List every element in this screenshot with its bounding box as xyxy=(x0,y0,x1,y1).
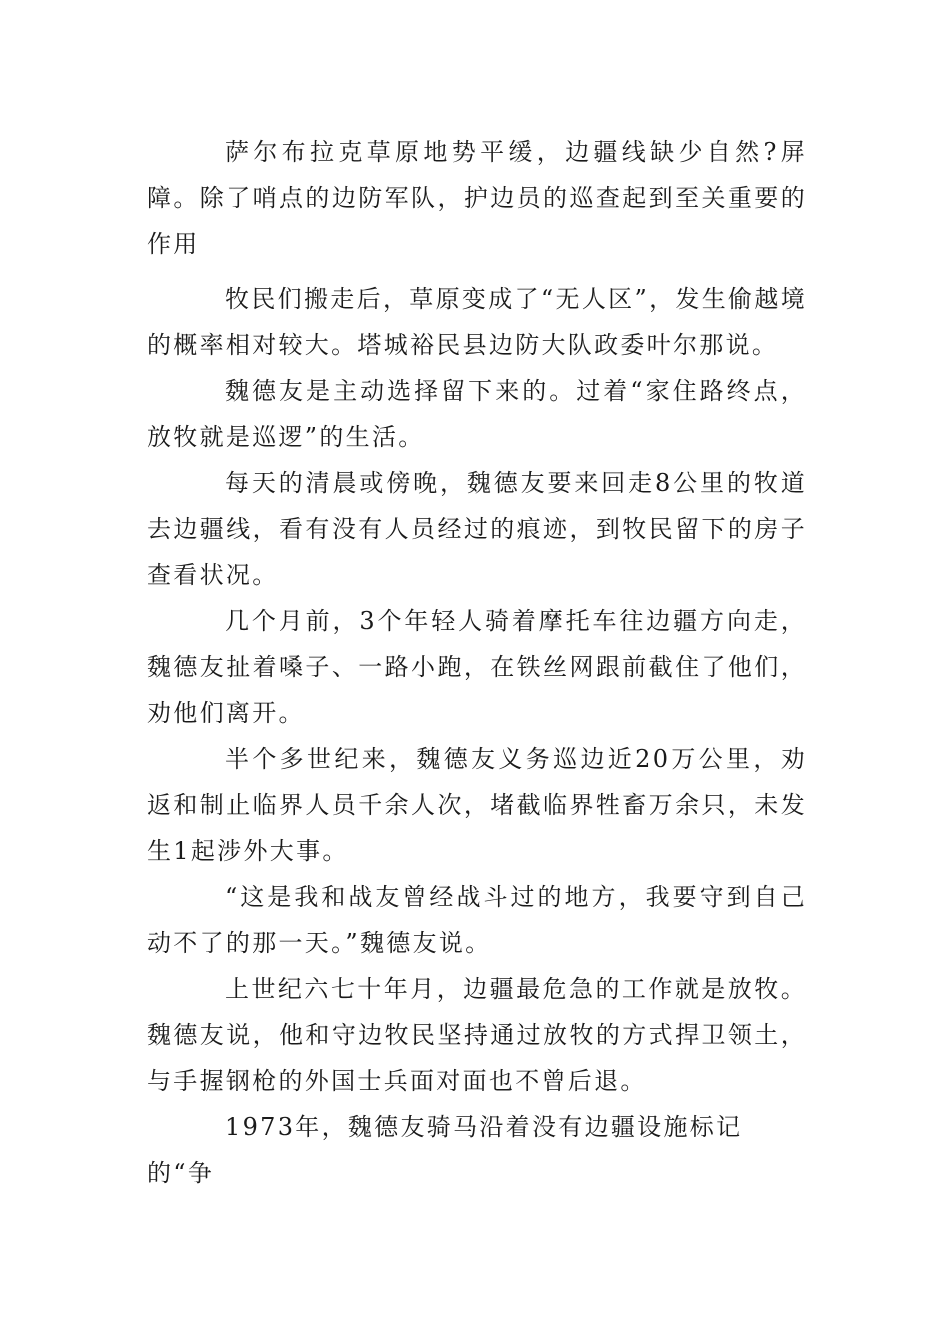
paragraph-9: 1973年，魏德友骑马沿着没有边疆设施标记的“争 xyxy=(147,1113,743,1187)
paragraph-3: 魏德友是主动选择留下来的。过着“家住路终点，放牧就是巡逻”的生活。 xyxy=(147,377,807,451)
paragraph-2: 牧民们搬走后，草原变成了“无人区”，发生偷越境的概率相对较大。塔城裕民县边防大队政委叶尔那说。 xyxy=(147,285,807,359)
paragraph-6: 半个多世纪来，魏德友义务巡边近20万公里，劝返和制止临界人员千余人次，堵截临界牲畜万余只，未发生1起涉外大事。 xyxy=(147,745,807,865)
paragraph-1: 萨尔布拉克草原地势平缓，边疆线缺少自然?屏障。除了哨点的边防军队，护边员的巡查起到至关重要的作用 xyxy=(147,138,807,258)
paragraph-7: “这是我和战友曾经战斗过的地方，我要守到自己动不了的那一天。”魏德友说。 xyxy=(147,883,807,957)
paragraph-8: 上世纪六七十年月，边疆最危急的工作就是放牧。魏德友说，他和守边牧民坚持通过放牧的方式捍卫领土，与手握钢枪的外国士兵面对面也不曾后退。 xyxy=(147,975,807,1095)
paragraph-group-2 xyxy=(147,276,807,1196)
paragraph-4: 每天的清晨或傍晚，魏德友要来回走8公里的牧道去边疆线，看有没有人员经过的痕迹，到牧民留下的房子查看状况。 xyxy=(147,469,807,589)
paragraph-group-1 xyxy=(147,129,807,267)
paragraph-5: 几个月前，3个年轻人骑着摩托车往边疆方向走，魏德友扯着嗓子、一路小跑，在铁丝网跟前截住了他们，劝他们离开。 xyxy=(147,607,807,727)
